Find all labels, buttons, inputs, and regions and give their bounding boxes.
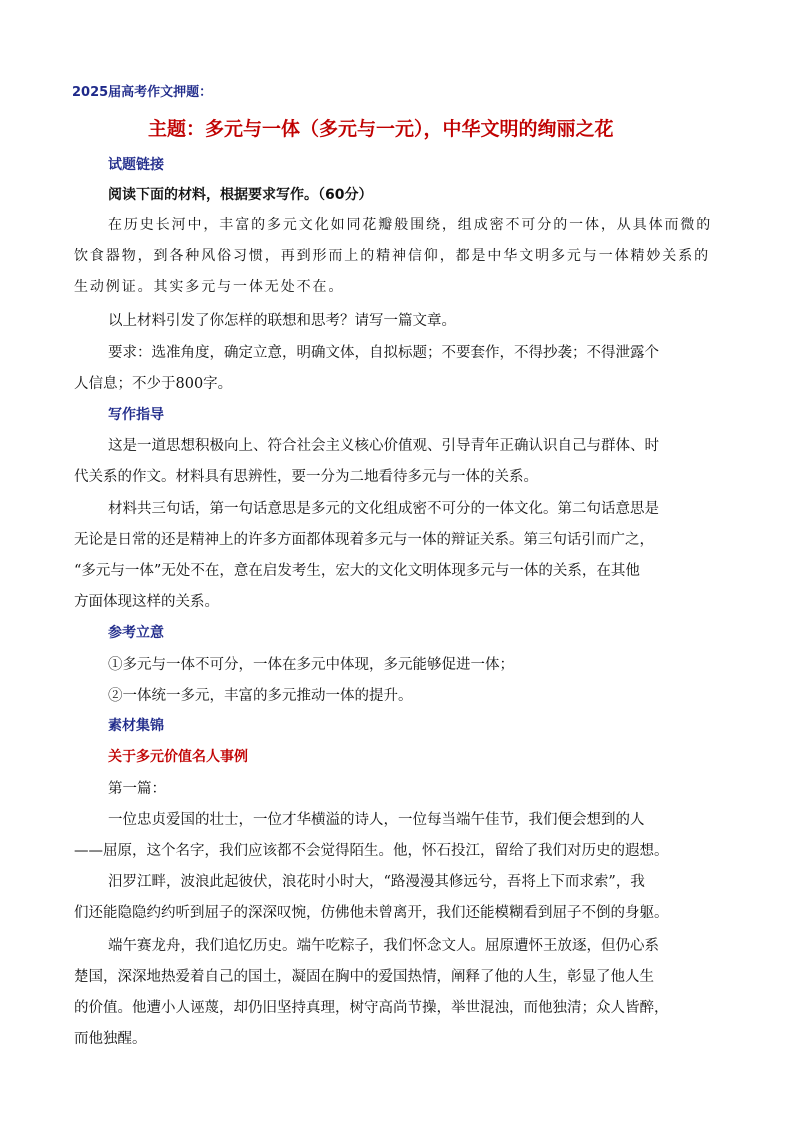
idea-item: ②一体统一多元，丰富的多元推动一体的提升。 (108, 688, 413, 704)
material-line: 在历史长河中，丰富的多元文化如同花瓣般围绕，组成密不可分的一体，从具体而微的 (108, 217, 713, 233)
material-label: 第一篇： (108, 781, 166, 797)
essay-line: 端午赛龙舟，我们追忆历史。端午吃粽子，我们怀念文人。屈原遭怀王放逐，但仍心系 (108, 938, 659, 954)
material-line: 生动例证。其实多元与一体无处不在。 (74, 279, 345, 295)
guide-line: 无论是日常的还是精神上的许多方面都体现着多元与一体的辩证关系。第三句话引而广之， (74, 532, 654, 548)
requirement-line: 人信息；不少于800字。 (74, 376, 233, 392)
essay-line: 们还能隐隐约约听到屈子的深深叹惋，仿佛他未曾离开，我们还能模糊看到屈子不倒的身躯。 (74, 905, 669, 921)
section-heading-prompt: 试题链接 (108, 157, 164, 173)
essay-line: 的价值。他遭小人诬蔑，却仍旧坚持真理，树守高尚节操，举世混浊，而他独清；众人皆醉， (74, 1000, 669, 1016)
section-heading-guide: 写作指导 (108, 407, 164, 423)
essay-line: 楚国，深深地热爱着自己的国土，凝固在胸中的爱国热情，阐释了他的人生，彰显了他人生 (74, 969, 654, 985)
material-subheading: 关于多元价值名人事例 (108, 749, 248, 765)
exam-label: 2025届高考作文押题： (72, 85, 213, 100)
guide-line: 代关系的作文。材料具有思辨性，要一分为二地看待多元与一体的关系。 (74, 469, 538, 485)
guide-line: 方面体现这样的关系。 (74, 594, 219, 610)
essay-line: ——屈原，这个名字，我们应该都不会觉得陌生。他，怀石投江，留给了我们对历史的遐想。 (74, 843, 669, 859)
page-title: 主题：多元与一体（多元与一元），中华文明的绚丽之花 (148, 118, 614, 140)
question-text: 以上材料引发了你怎样的联想和思考？请写一篇文章。 (108, 313, 456, 329)
section-heading-ideas: 参考立意 (108, 625, 164, 641)
section-heading-material: 素材集锦 (108, 718, 164, 734)
guide-line: 材料共三句话，第一句话意思是多元的文化组成密不可分的一体文化。第二句话意思是 (108, 501, 659, 517)
guide-line: 这是一道思想积极向上、符合社会主义核心价值观、引导青年正确认识自己与群体、时 (108, 438, 659, 454)
guide-line: “多元与一体”无处不在，意在启发考生，宏大的文化文明体现多元与一体的关系，在其他 (74, 563, 640, 579)
essay-line: 而他独醒。 (74, 1031, 147, 1047)
essay-line: 一位忠贞爱国的壮士，一位才华横溢的诗人，一位每当端午佳节，我们便会想到的人 (108, 812, 645, 828)
idea-item: ①多元与一体不可分，一体在多元中体现，多元能够促进一体； (108, 657, 514, 673)
essay-line: 汨罗江畔，波浪此起彼伏，浪花时小时大，“路漫漫其修远兮，吾将上下而求索”，我 (108, 874, 645, 890)
instruction-text: 阅读下面的材料，根据要求写作。（60分） (108, 187, 373, 203)
material-line: 饮食器物，到各种风俗习惯，再到形而上的精神信仰，都是中华文明多元与一体精妙关系的 (74, 248, 710, 264)
requirement-line: 要求：选准角度，确定立意，明确文体，自拟标题；不要套作，不得抄袭；不得泄露个 (108, 345, 659, 361)
